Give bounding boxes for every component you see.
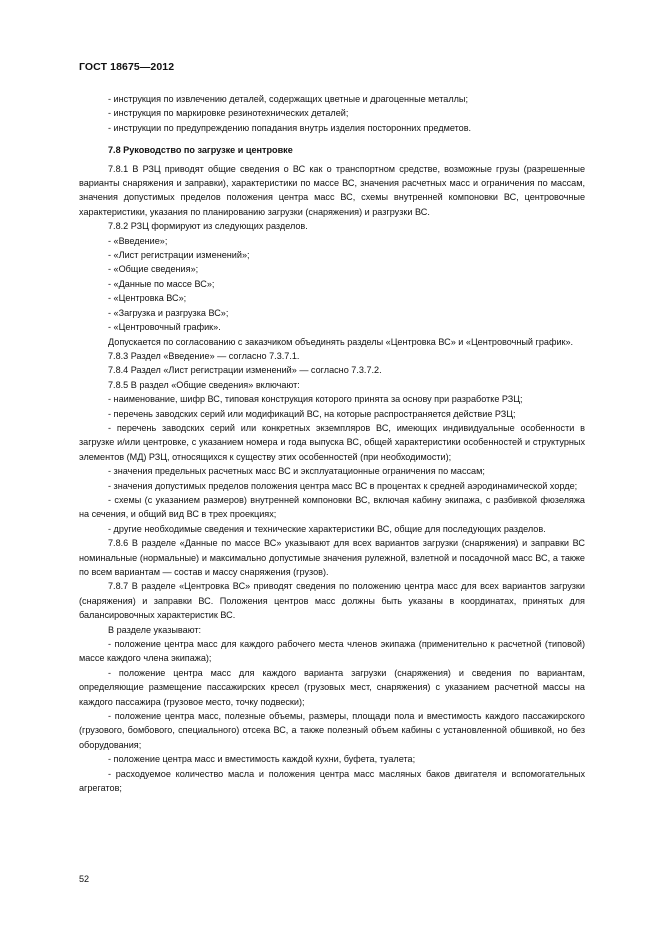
paragraph-7-8-5: 7.8.5 В раздел «Общие сведения» включают:: [108, 379, 300, 390]
list-item: - положение центра масс и вместимость каждой кухни, буфета, туалета;: [108, 754, 416, 765]
page-number: 52: [79, 874, 90, 884]
list-item: - инструкция по маркировке резинотехнических деталей;: [108, 108, 349, 119]
paragraph-7-8-2: 7.8.2 РЗЦ формируют из следующих разделов.: [108, 221, 308, 232]
paragraph-7-8-3: 7.8.3 Раздел «Введение» — согласно 7.3.7.1.: [108, 350, 300, 361]
list-item: - значения допустимых пределов положения центра масс ВС в процентах к средней аэродинамической хорде;: [108, 480, 578, 491]
list-item: - инструкция по извлечению деталей, содержащих цветные и драгоценные металлы;: [108, 94, 468, 104]
section-title: 7.8 Руководство по загрузке и центровке: [108, 145, 293, 156]
paragraph-7-8-4: 7.8.4 Раздел «Лист регистрации изменений» — согласно 7.3.7.2.: [108, 365, 382, 376]
list-item: - «Загрузка и разгрузка ВС»;: [108, 307, 229, 318]
paragraph-7-8-1: 7.8.1 В РЗЦ приводят общие сведения о ВС как о транспортном средстве, возможные грузы (разрешенные варианты снаряжения и заправки), характеристики по массе ВС, значения расчетных масс и ограничения по массам, значения допустимых пределов положения центра масс ВС, схемы внутренней компоновки ВС, центровочные характеристики, указания по планированию загрузки (снаряжения) и разгрузки ВС.: [79, 163, 585, 217]
list-item: - перечень заводских серий или конкретных экземпляров ВС, имеющих индивидуальные особенности в загрузке и/или центровке, с указанием номера и года выпуска ВС, общей характеристики особенностей и структурных элементов (МД) РЗЦ, относящихся к существу этих особенностей (при необходимости);: [79, 422, 585, 462]
paragraph-7-8-7: 7.8.7 В разделе «Центровка ВС» приводят сведения по положению центра масс для всех вариантов загрузки (снаряжения) и заправки ВС. Положения центров масс должны быть указаны в координатах, принятых для балансировочных характеристик ВС.: [79, 581, 585, 621]
list-item: - «Общие сведения»;: [108, 264, 199, 275]
list-item: - «Данные по массе ВС»;: [108, 278, 215, 289]
list-item: - «Центровка ВС»;: [108, 293, 187, 304]
list-item: - положение центра масс, полезные объемы, размеры, площади пола и вместимость каждого пассажирского (грузового, бомбового, специального) отсека ВС, а также полезный объем кабины с установленной обшивкой, но без оборудования;: [79, 711, 585, 750]
paragraph-indicate: В разделе указывают:: [108, 624, 202, 635]
standard-header: ГОСТ 18675—2012: [79, 61, 175, 73]
list-item: - перечень заводских серий или модификаций ВС, на которые распространяется действие РЗЦ;: [108, 408, 516, 419]
paragraph-allowance: Допускается по согласованию с заказчиком объединять разделы «Центровка ВС» и «Центровочный график».: [108, 336, 574, 347]
list-item: - расходуемое количество масла и положения центра масс масляных баков двигателя и вспомогательных агрегатов;: [79, 768, 585, 794]
list-item: - «Лист регистрации изменений»;: [108, 250, 250, 261]
list-item: - другие необходимые сведения и технические характеристики ВС, общие для последующих разделов.: [108, 523, 546, 534]
list-item: - наименование, шифр ВС, типовая конструкция которого принята за основу при разработке РЗЦ;: [108, 394, 523, 405]
list-item: - значения предельных расчетных масс ВС и эксплуатационные ограничения по массам;: [108, 466, 485, 477]
list-item: - схемы (с указанием размеров) внутренней компоновки ВС, включая кабину экипажа, с разбивкой фюзеляжа на сечения, и общий вид ВС в трех проекциях;: [79, 494, 585, 520]
list-item: - положение центра масс для каждого рабочего места членов экипажа (применительно к расчетной (типовой) массе каждого члена экипажа);: [79, 639, 585, 664]
document-body: [79, 92, 585, 796]
list-item: - инструкции по предупреждению попадания внутрь изделия посторонних предметов.: [108, 122, 472, 133]
paragraph-7-8-6: 7.8.6 В разделе «Данные по массе ВС» указывают для всех вариантов загрузки (снаряжения) и заправки ВС номинальные (нормальные) и максимально допустимые значения рулежной, взлетной и посадочной масс ВС, а также по всем вариантам — состав и массу снаряжения (грузов).: [79, 538, 585, 577]
list-item: - «Центровочный график».: [108, 322, 221, 333]
list-item: - «Введение»;: [108, 235, 168, 246]
list-item: - положение центра масс для каждого варианта загрузки (снаряжения) и сведения по вариантам, определяющие размещение пассажирских кресел (грузовых мест, снаряжения) с указанием расчетной массы на каждого пассажира (грузовое место, точку подвески);: [79, 667, 585, 707]
